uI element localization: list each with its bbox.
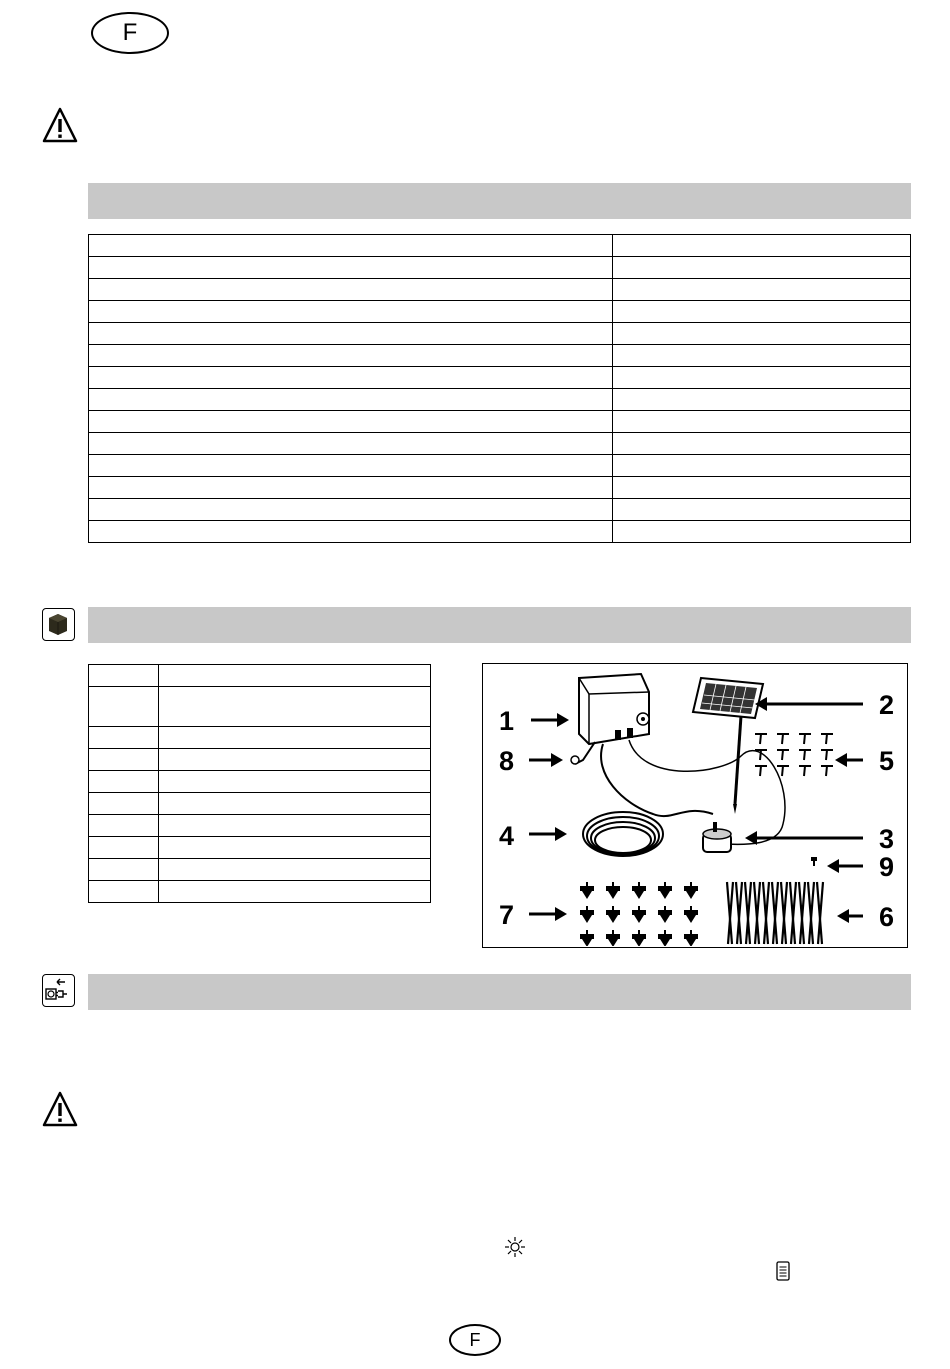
callout-arrow [531,713,569,727]
stake [754,882,760,944]
callout-4: 4 [499,821,515,851]
table-row [89,455,911,477]
callout-3: 3 [879,824,895,854]
table-cell [89,665,159,687]
table-cell [158,815,430,837]
table-cell [89,521,613,543]
table-cell [613,477,911,499]
callout-arrow [529,827,567,841]
stake [817,882,823,944]
product-overview-figure [482,663,908,948]
tee-connector [799,750,811,760]
dripper [606,882,620,899]
table-cell [613,455,911,477]
tee-connector [777,734,789,744]
dripper [632,930,646,946]
dripper [632,882,646,899]
dripper [658,882,672,899]
table-row [89,235,911,257]
stakes-illustration [727,882,823,944]
power-plug-icon [42,974,75,1007]
warning-triangle-icon [42,106,78,144]
table-row [89,881,431,903]
dripper [658,906,672,923]
end-cap-illustration [811,857,817,866]
table-row [89,771,431,793]
table-cell [89,323,613,345]
sun-icon [504,1236,526,1258]
callout-8: 8 [499,746,515,776]
dripper [684,906,698,923]
table-cell [613,411,911,433]
tee-connector [755,734,767,744]
table-cell [89,793,159,815]
stake [763,882,769,944]
language-badge-label: F [469,1329,481,1350]
table-row [89,345,911,367]
table-row [89,815,431,837]
table-row [89,257,911,279]
table-row [89,727,431,749]
stake [772,882,778,944]
table-row [89,837,431,859]
stake [790,882,796,944]
connector-illustration [571,756,579,764]
table-cell [158,881,430,903]
table-cell [613,235,911,257]
language-badge-top [91,12,169,54]
table-cell [89,837,159,859]
callout-1: 1 [499,706,515,736]
table-cell [158,749,430,771]
control-box-illustration [579,674,649,744]
table-row [89,389,911,411]
table-row [89,749,431,771]
table-row [89,279,911,301]
table-cell [89,345,613,367]
pump-illustration [703,822,731,852]
table-row [89,665,431,687]
stake [745,882,751,944]
table-cell [613,257,911,279]
table-cell [613,433,911,455]
table-cell [613,521,911,543]
tee-connector [799,766,811,776]
table-cell [89,455,613,477]
table-row [89,433,911,455]
section-header-package-contents [88,607,911,643]
dripper [632,906,646,923]
dripper [658,930,672,946]
table-row [89,301,911,323]
table-cell [158,771,430,793]
tee-connector [755,766,767,776]
tee-connector [799,734,811,744]
dripper [684,882,698,899]
callout-arrow [837,909,863,923]
table-cell [613,499,911,521]
table-row [89,477,911,499]
callout-arrow [529,907,567,921]
table-cell [158,859,430,881]
table-cell [89,727,159,749]
table-cell [89,279,613,301]
callout-2: 2 [879,690,895,720]
table-cell [89,477,613,499]
dripper [606,906,620,923]
table-cell [613,301,911,323]
callout-arrow [755,697,863,711]
table-cell [89,301,613,323]
callout-5: 5 [879,746,895,776]
table-cell [89,411,613,433]
table-row [89,323,911,345]
dripper [580,882,594,899]
parts-list-table [88,664,431,903]
table-row [89,859,431,881]
callout-9: 9 [879,852,895,882]
drippers-illustration [580,882,698,946]
table-cell [158,727,430,749]
table-cell [158,687,430,727]
stake [781,882,787,944]
technical-data-table [88,234,911,543]
table-row [89,521,911,543]
tee-connector [821,734,833,744]
dripper [580,906,594,923]
table-cell [613,323,911,345]
warning-triangle-icon [42,1090,78,1128]
language-badge-bottom [449,1324,501,1356]
package-contents-icon [42,608,75,641]
table-cell [613,279,911,301]
callout-6: 6 [879,902,895,932]
table-cell [89,433,613,455]
stake [799,882,805,944]
solar-panel-illustration [693,678,763,814]
table-cell [89,367,613,389]
callout-arrow [827,859,863,873]
table-cell [613,389,911,411]
callout-7: 7 [499,900,515,930]
battery-icon [775,1260,791,1282]
table-cell [158,793,430,815]
tee-connector [821,750,833,760]
table-row [89,411,911,433]
table-cell [89,257,613,279]
dripper [580,930,594,946]
table-row [89,499,911,521]
language-badge-label: F [122,19,138,46]
table-cell [89,235,613,257]
dripper [684,930,698,946]
table-cell [89,687,159,727]
table-cell [158,837,430,859]
table-cell [89,771,159,793]
stake [736,882,742,944]
table-row [89,367,911,389]
table-cell [613,345,911,367]
tee-connector [821,766,833,776]
table-cell [89,499,613,521]
table-cell [89,749,159,771]
section-header-technical-data [88,183,911,219]
table-cell [89,881,159,903]
tee-connector [777,750,789,760]
tee-connectors-illustration [755,734,833,776]
callout-arrow [529,753,563,767]
callout-arrow [745,831,863,845]
table-cell [613,367,911,389]
table-row [89,687,431,727]
stake [727,882,733,944]
callout-arrow [835,753,863,767]
table-cell [158,665,430,687]
dripper [606,930,620,946]
section-header-installation [88,974,911,1010]
table-cell [89,389,613,411]
table-cell [89,815,159,837]
table-cell [89,859,159,881]
table-row [89,793,431,815]
stake [808,882,814,944]
hose-coil-illustration [583,812,663,856]
